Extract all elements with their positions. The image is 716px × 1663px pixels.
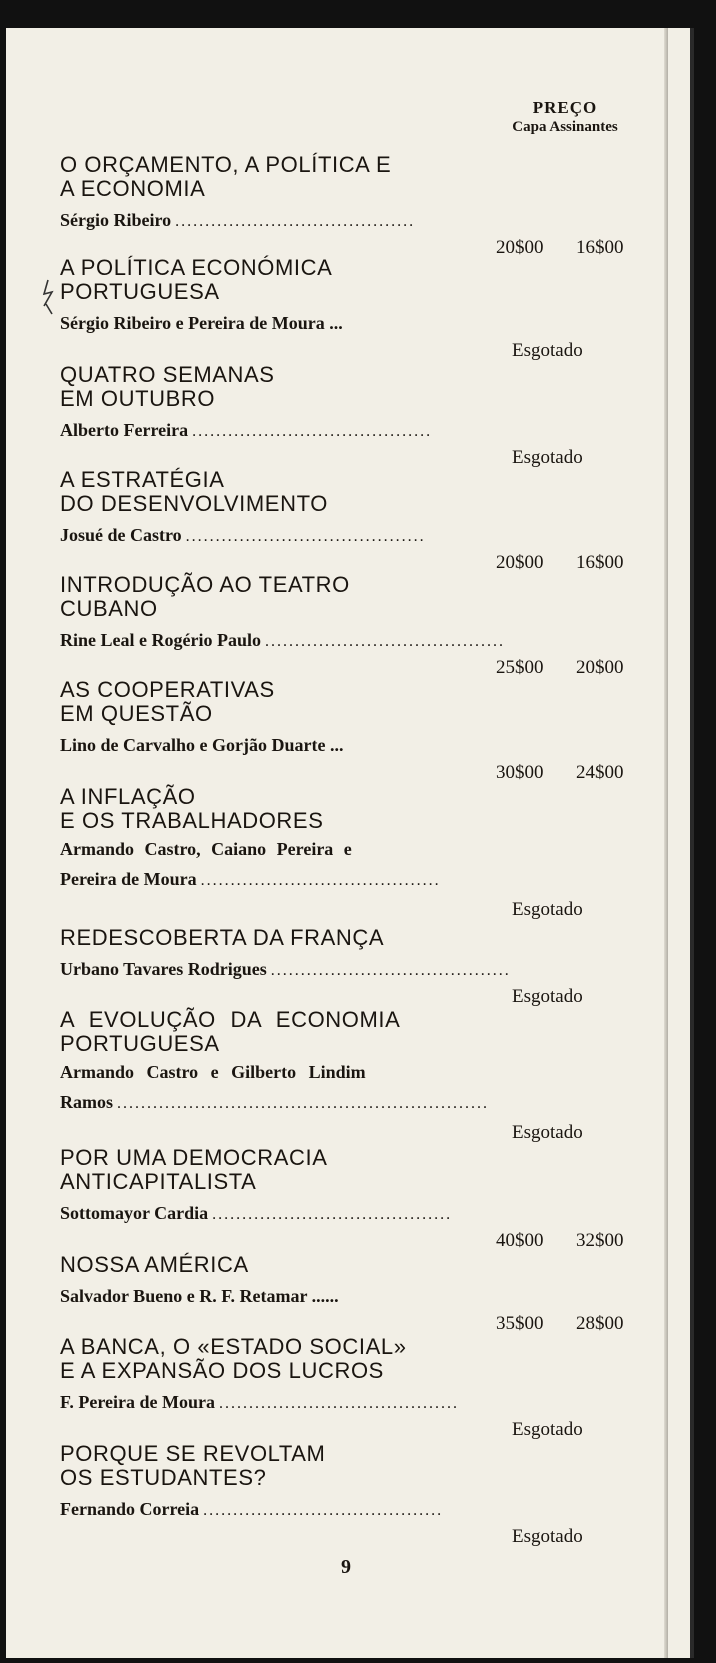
- dot-leader: ........................................: [264, 633, 505, 650]
- price-capa: 20$00: [496, 552, 544, 573]
- dot-leader: ........................................: [185, 528, 426, 545]
- author-row: [60, 210, 660, 236]
- price-columns: Capa Assinantes: [512, 119, 618, 135]
- book-title: A EVOLUÇÃO DA ECONOMIA PORTUGUESA: [60, 1007, 401, 1056]
- catalog-entry: [60, 1252, 660, 1334]
- author-row: [60, 839, 660, 865]
- author: Rine Leal e Rogério Paulo: [60, 630, 261, 650]
- price-capa: 35$00: [496, 1313, 544, 1334]
- author-row: [60, 869, 660, 895]
- pencil-mark-icon: [40, 278, 54, 318]
- author-row: [60, 525, 660, 551]
- price-capa: 30$00: [496, 762, 544, 783]
- author: Alberto Ferreira: [60, 420, 189, 440]
- book-title: A INFLAÇÃO E OS TRABALHADORES: [60, 784, 324, 833]
- dot-leader: ........................................: [270, 962, 511, 979]
- price-header: [486, 98, 644, 136]
- catalog-entry: [60, 925, 660, 1007]
- catalog-entry: [60, 1145, 660, 1251]
- dot-leader: ........................................: [200, 872, 441, 889]
- book-title: A ESTRATÉGIA DO DESENVOLVIMENTO: [60, 467, 328, 516]
- author: Sérgio Ribeiro: [60, 210, 172, 230]
- status-sold-out: Esgotado: [512, 1419, 583, 1440]
- status-sold-out: Esgotado: [512, 447, 583, 468]
- book-title: O ORÇAMENTO, A POLÍTICA E A ECONOMIA: [60, 152, 392, 201]
- author: Salvador Bueno e R. F. Retamar ......: [60, 1286, 339, 1306]
- dot-leader: ........................................: [218, 1395, 459, 1412]
- book-title: POR UMA DEMOCRACIA ANTICAPITALISTA: [60, 1145, 328, 1194]
- status-sold-out: Esgotado: [512, 986, 583, 1007]
- author: Sérgio Ribeiro e Pereira de Moura ...: [60, 313, 343, 333]
- author: Ramos: [60, 1092, 113, 1112]
- status-sold-out: Esgotado: [512, 1526, 583, 1547]
- dot-leader: ........................................: [192, 423, 433, 440]
- price-title: PREÇO: [532, 98, 598, 117]
- catalog-entry: [60, 572, 660, 678]
- price-capa: 25$00: [496, 657, 544, 678]
- author: Armando Castro e Gilberto Lindim: [60, 1062, 366, 1082]
- author: F. Pereira de Moura: [60, 1392, 215, 1412]
- status-sold-out: Esgotado: [512, 1122, 583, 1143]
- price-capa: 40$00: [496, 1230, 544, 1251]
- catalog-entry: [60, 1334, 660, 1440]
- author: Pereira de Moura: [60, 869, 197, 889]
- book-title: PORQUE SE REVOLTAM OS ESTUDANTES?: [60, 1441, 326, 1490]
- book-title: A BANCA, O «ESTADO SOCIAL» E A EXPANSÃO DOS LUCROS: [60, 1334, 407, 1383]
- book-title: QUATRO SEMANAS EM OUTUBRO: [60, 362, 275, 411]
- dot-leader: ..............................................................: [117, 1095, 489, 1112]
- author-row: [60, 1062, 660, 1088]
- book-title: REDESCOBERTA DA FRANÇA: [60, 925, 385, 950]
- dot-leader: ........................................: [203, 1502, 444, 1519]
- price-assinantes: 20$00: [576, 657, 624, 678]
- status-sold-out: Esgotado: [512, 899, 583, 920]
- author-row: [60, 630, 660, 656]
- book-title: INTRODUÇÃO AO TEATRO CUBANO: [60, 572, 350, 621]
- author-row: [60, 1392, 660, 1418]
- price-capa: 20$00: [496, 237, 544, 258]
- page-number: 9: [341, 1556, 351, 1578]
- author: Josué de Castro: [60, 525, 182, 545]
- author: Urbano Tavares Rodrigues: [60, 959, 267, 979]
- price-assinantes: 16$00: [576, 552, 624, 573]
- price-assinantes: 24$00: [576, 762, 624, 783]
- catalog-entry: [60, 467, 660, 573]
- book-title: AS COOPERATIVAS EM QUESTÃO: [60, 677, 275, 726]
- catalog-entry: [60, 1007, 660, 1143]
- author-row: [60, 1286, 660, 1312]
- book-title: A POLÍTICA ECONÓMICA PORTUGUESA: [60, 255, 333, 304]
- price-assinantes: 16$00: [576, 237, 624, 258]
- author-row: [60, 1203, 660, 1229]
- author: Fernando Correia: [60, 1499, 200, 1519]
- price-assinantes: 28$00: [576, 1313, 624, 1334]
- book-title: NOSSA AMÉRICA: [60, 1252, 249, 1277]
- author-row: [60, 735, 660, 761]
- status-sold-out: Esgotado: [512, 340, 583, 361]
- author-row: [60, 959, 660, 985]
- author-row: [60, 1499, 660, 1525]
- dot-leader: ........................................: [212, 1206, 453, 1223]
- catalog-entry: [60, 1441, 660, 1547]
- price-assinantes: 32$00: [576, 1230, 624, 1251]
- author-row: [60, 420, 660, 446]
- dot-leader: ........................................: [175, 213, 416, 230]
- catalog-page: [6, 28, 694, 1658]
- author: Sottomayor Cardia: [60, 1203, 209, 1223]
- catalog-entry: [60, 152, 660, 258]
- author-row: [60, 313, 660, 339]
- catalog-entry: [60, 784, 660, 920]
- author: Lino de Carvalho e Gorjão Duarte ...: [60, 735, 344, 755]
- catalog-entry: [60, 677, 660, 783]
- author-row: [60, 1092, 660, 1118]
- catalog-entry: [60, 255, 660, 361]
- catalog-entry: [60, 362, 660, 468]
- author: Armando Castro, Caiano Pereira e: [60, 839, 352, 859]
